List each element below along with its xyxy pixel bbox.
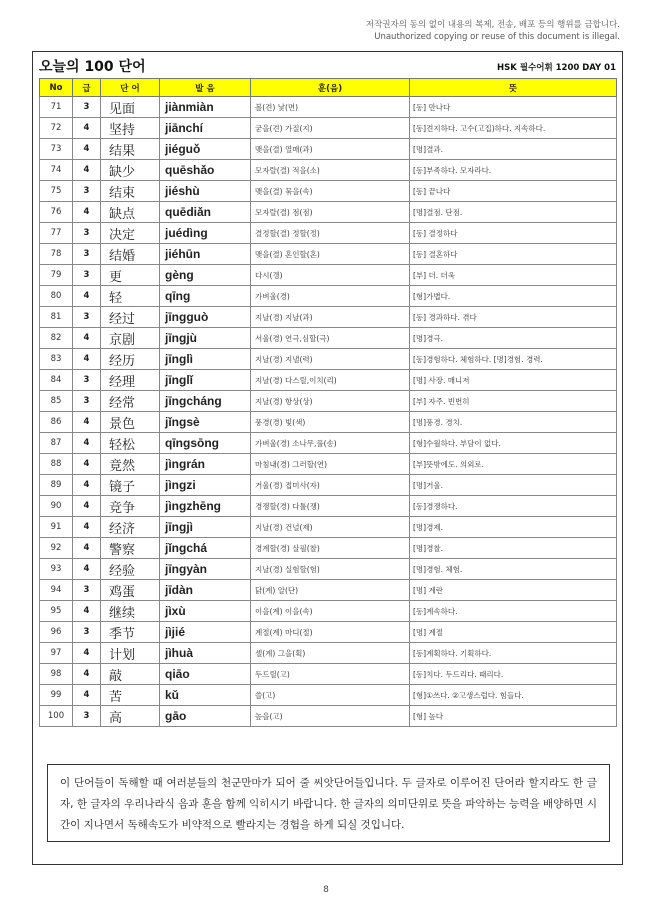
- table-row: [40, 643, 617, 664]
- hun-eum: 지날(경) 지낼(력): [251, 349, 410, 370]
- study-tip-text: 이 단어들이 독해할 때 여러분들의 천군만마가 되어 줄 씨앗단어들입니다. 두 글자로 이루어진 단어라 할지라도 한 글자, 한 글자의 우리나라식 음과 훈을 함께 익히시기 바랍니다. 한 글자의 의미단위로 뜻을 파악하는 능력을 배양하면 시간이 지나면서 독해속도가 비약적으로 빨라지는 경험을 하게 되실 것입니다.: [60, 777, 597, 831]
- word-grade: 4: [73, 433, 101, 454]
- meaning: [명]경극.: [410, 328, 617, 349]
- chinese-word: 景色: [101, 412, 160, 433]
- meaning: [동]경험하다. 체험하다. [명]경험. 경력.: [410, 349, 617, 370]
- page-subtitle: HSK 필수어휘 1200 DAY 01: [497, 63, 616, 73]
- word-number: 74: [40, 160, 73, 181]
- hun-eum: 다시(갱): [251, 265, 410, 286]
- meaning: [부] 더. 더욱: [410, 265, 617, 286]
- pinyin: quēshǎo: [160, 160, 251, 181]
- word-number: 85: [40, 391, 73, 412]
- chinese-word: 继续: [101, 601, 160, 622]
- pinyin: jiéguǒ: [160, 139, 251, 160]
- word-number: 76: [40, 202, 73, 223]
- meaning: [명] 계절: [410, 622, 617, 643]
- meaning: [명]결과.: [410, 139, 617, 160]
- hun-eum: 계절(계) 마디(절): [251, 622, 410, 643]
- chinese-word: 经验: [101, 559, 160, 580]
- word-grade: 3: [73, 265, 101, 286]
- table-row: [40, 664, 617, 685]
- pinyin: qīngsōng: [160, 433, 251, 454]
- meaning: [형]①쓰다. ②고생스럽다. 힘들다.: [410, 685, 617, 706]
- chinese-word: 竞争: [101, 496, 160, 517]
- column-header-pronunciation: 발 음: [160, 79, 251, 97]
- word-table: [39, 78, 617, 727]
- chinese-word: 轻松: [101, 433, 160, 454]
- table-row: [40, 244, 617, 265]
- chinese-word: 经过: [101, 307, 160, 328]
- word-number: 75: [40, 181, 73, 202]
- meaning: [부]뜻밖에도. 의외로.: [410, 454, 617, 475]
- hun-eum: 맺을(결) 묶을(속): [251, 181, 410, 202]
- word-number: 83: [40, 349, 73, 370]
- chinese-word: 竟然: [101, 454, 160, 475]
- word-grade: 4: [73, 412, 101, 433]
- meaning: [동] 결정하다: [410, 223, 617, 244]
- chinese-word: 苦: [101, 685, 160, 706]
- hun-eum: 경계할(경) 살필(찰): [251, 538, 410, 559]
- pinyin: jìngzi: [160, 475, 251, 496]
- column-header-hun-eum: 훈(음): [251, 79, 410, 97]
- table-row: [40, 580, 617, 601]
- hun-eum: 모자랄(결) 적을(소): [251, 160, 410, 181]
- pinyin: jǐngsè: [160, 412, 251, 433]
- chinese-word: 缺少: [101, 160, 160, 181]
- word-grade: 4: [73, 517, 101, 538]
- table-row: [40, 517, 617, 538]
- chinese-word: 计划: [101, 643, 160, 664]
- meaning: [동]견지하다. 고수(고집)하다. 지속하다.: [410, 118, 617, 139]
- table-row: [40, 559, 617, 580]
- table-row: [40, 118, 617, 139]
- copyright-notice: [290, 19, 620, 43]
- pinyin: jīnglǐ: [160, 370, 251, 391]
- word-table-body: [40, 97, 617, 727]
- word-number: 96: [40, 622, 73, 643]
- table-row: [40, 139, 617, 160]
- pinyin: jìxù: [160, 601, 251, 622]
- table-row: [40, 286, 617, 307]
- meaning: [명]풍경. 경치.: [410, 412, 617, 433]
- chinese-word: 结束: [101, 181, 160, 202]
- word-number: 77: [40, 223, 73, 244]
- word-grade: 4: [73, 349, 101, 370]
- meaning: [명]거울.: [410, 475, 617, 496]
- word-number: 100: [40, 706, 73, 727]
- hun-eum: 지날(경) 지날(과): [251, 307, 410, 328]
- chinese-word: 结婚: [101, 244, 160, 265]
- word-grade: 3: [73, 307, 101, 328]
- word-number: 82: [40, 328, 73, 349]
- word-number: 71: [40, 97, 73, 118]
- pinyin: jǐngchá: [160, 538, 251, 559]
- hun-eum: 맺을(결) 혼인할(혼): [251, 244, 410, 265]
- meaning: [동]경쟁하다.: [410, 496, 617, 517]
- chinese-word: 结果: [101, 139, 160, 160]
- pinyin: gāo: [160, 706, 251, 727]
- word-number: 88: [40, 454, 73, 475]
- word-number: 80: [40, 286, 73, 307]
- chinese-word: 坚持: [101, 118, 160, 139]
- table-row: [40, 454, 617, 475]
- table-row: [40, 433, 617, 454]
- word-grade: 3: [73, 97, 101, 118]
- column-header-meaning: 뜻: [410, 79, 617, 97]
- pinyin: jīngjì: [160, 517, 251, 538]
- word-grade: 4: [73, 538, 101, 559]
- word-number: 89: [40, 475, 73, 496]
- meaning: [명]경찰.: [410, 538, 617, 559]
- hun-eum: 서울(경) 연극,심할(극): [251, 328, 410, 349]
- pinyin: jiéshù: [160, 181, 251, 202]
- meaning: [형]가볍다.: [410, 286, 617, 307]
- hun-eum: 높을(고): [251, 706, 410, 727]
- table-row: [40, 475, 617, 496]
- word-grade: 3: [73, 580, 101, 601]
- meaning: [명]결점. 단점.: [410, 202, 617, 223]
- hun-eum: 볼(견) 낯(면): [251, 97, 410, 118]
- meaning: [동]부족하다. 모자라다.: [410, 160, 617, 181]
- table-row: [40, 601, 617, 622]
- pinyin: jīdàn: [160, 580, 251, 601]
- chinese-word: 敲: [101, 664, 160, 685]
- word-number: 72: [40, 118, 73, 139]
- word-grade: 3: [73, 181, 101, 202]
- word-number: 91: [40, 517, 73, 538]
- page-number: 8: [323, 885, 329, 895]
- chinese-word: 经济: [101, 517, 160, 538]
- pinyin: jīngcháng: [160, 391, 251, 412]
- word-number: 94: [40, 580, 73, 601]
- pinyin: quēdiǎn: [160, 202, 251, 223]
- word-number: 97: [40, 643, 73, 664]
- meaning: [동] 끝나다: [410, 181, 617, 202]
- meaning: [명] 사장. 매니저: [410, 370, 617, 391]
- pinyin: jiànmiàn: [160, 97, 251, 118]
- word-grade: 3: [73, 244, 101, 265]
- meaning: [부] 자주. 빈번히: [410, 391, 617, 412]
- word-number: 90: [40, 496, 73, 517]
- chinese-word: 见面: [101, 97, 160, 118]
- chinese-word: 更: [101, 265, 160, 286]
- chinese-word: 京剧: [101, 328, 160, 349]
- hun-eum: 맺을(결) 열매(과): [251, 139, 410, 160]
- hun-eum: 가벼울(경): [251, 286, 410, 307]
- word-number: 87: [40, 433, 73, 454]
- meaning: [동]치다. 두드리다. 때리다.: [410, 664, 617, 685]
- word-grade: 4: [73, 202, 101, 223]
- word-number: 92: [40, 538, 73, 559]
- table-row: [40, 622, 617, 643]
- hun-eum: 굳을(견) 가질(지): [251, 118, 410, 139]
- word-grade: 4: [73, 286, 101, 307]
- chinese-word: 警察: [101, 538, 160, 559]
- meaning: [명]경제.: [410, 517, 617, 538]
- table-row: [40, 349, 617, 370]
- hun-eum: 경쟁할(경) 다툴(쟁): [251, 496, 410, 517]
- pinyin: juédìng: [160, 223, 251, 244]
- chinese-word: 高: [101, 706, 160, 727]
- word-grade: 3: [73, 223, 101, 244]
- meaning: [형]수월하다. 부담이 없다.: [410, 433, 617, 454]
- pinyin: gèng: [160, 265, 251, 286]
- word-grade: 4: [73, 139, 101, 160]
- hun-eum: 지날(경) 건널(제): [251, 517, 410, 538]
- hun-eum: 가벼울(경) 소나무,풀(송): [251, 433, 410, 454]
- hun-eum: 이을(계) 이을(속): [251, 601, 410, 622]
- meaning: [동] 경과하다. 겪다: [410, 307, 617, 328]
- word-grade: 4: [73, 559, 101, 580]
- chinese-word: 经常: [101, 391, 160, 412]
- word-number: 93: [40, 559, 73, 580]
- meaning: [명]경험. 체험.: [410, 559, 617, 580]
- pinyin: jīngguò: [160, 307, 251, 328]
- word-number: 79: [40, 265, 73, 286]
- word-grade: 4: [73, 643, 101, 664]
- word-grade: 4: [73, 118, 101, 139]
- word-number: 86: [40, 412, 73, 433]
- word-grade: 3: [73, 391, 101, 412]
- pinyin: jìngrán: [160, 454, 251, 475]
- chinese-word: 季节: [101, 622, 160, 643]
- table-row: [40, 370, 617, 391]
- meaning: [동] 결혼하다: [410, 244, 617, 265]
- pinyin: jìjié: [160, 622, 251, 643]
- table-row: [40, 97, 617, 118]
- meaning: [동] 만나다: [410, 97, 617, 118]
- word-grade: 4: [73, 664, 101, 685]
- table-row: [40, 328, 617, 349]
- chinese-word: 缺点: [101, 202, 160, 223]
- table-row: [40, 391, 617, 412]
- word-grade: 4: [73, 454, 101, 475]
- hun-eum: 마침내(경) 그러할(연): [251, 454, 410, 475]
- table-row: [40, 538, 617, 559]
- meaning: [명] 계란: [410, 580, 617, 601]
- chinese-word: 经理: [101, 370, 160, 391]
- word-number: 81: [40, 307, 73, 328]
- word-sheet: [32, 51, 623, 865]
- pinyin: jīngjù: [160, 328, 251, 349]
- word-number: 73: [40, 139, 73, 160]
- table-row: [40, 496, 617, 517]
- hun-eum: 결정할(결) 정할(정): [251, 223, 410, 244]
- word-grade: 4: [73, 475, 101, 496]
- chinese-word: 轻: [101, 286, 160, 307]
- word-number: 78: [40, 244, 73, 265]
- word-number: 98: [40, 664, 73, 685]
- word-grade: 3: [73, 706, 101, 727]
- meaning: [동]계속하다.: [410, 601, 617, 622]
- hun-eum: 풍경(경) 빛(색): [251, 412, 410, 433]
- pinyin: jiéhūn: [160, 244, 251, 265]
- chinese-word: 经历: [101, 349, 160, 370]
- pinyin: kǔ: [160, 685, 251, 706]
- pinyin: jiānchí: [160, 118, 251, 139]
- chinese-word: 决定: [101, 223, 160, 244]
- word-grade: 3: [73, 370, 101, 391]
- table-row: [40, 265, 617, 286]
- word-grade: 4: [73, 160, 101, 181]
- word-number: 95: [40, 601, 73, 622]
- chinese-word: 镜子: [101, 475, 160, 496]
- table-row: [40, 706, 617, 727]
- hun-eum: 지날(경) 다스릴,이치(리): [251, 370, 410, 391]
- hun-eum: 지날(경) 실험할(험): [251, 559, 410, 580]
- column-header-grade: 급: [73, 79, 101, 97]
- pinyin: qīng: [160, 286, 251, 307]
- table-header-row: [40, 79, 617, 97]
- pinyin: qiāo: [160, 664, 251, 685]
- sheet-header: [33, 52, 622, 78]
- word-number: 84: [40, 370, 73, 391]
- word-grade: 3: [73, 622, 101, 643]
- column-header-word: 단 어: [101, 79, 160, 97]
- hun-eum: 거울(경) 접미사(자): [251, 475, 410, 496]
- hun-eum: 모자랄(결) 점(점): [251, 202, 410, 223]
- pinyin: jìhuà: [160, 643, 251, 664]
- table-row: [40, 223, 617, 244]
- table-row: [40, 202, 617, 223]
- table-row: [40, 181, 617, 202]
- hun-eum: 닭(계) 알(단): [251, 580, 410, 601]
- meaning: [형] 높다: [410, 706, 617, 727]
- word-grade: 4: [73, 685, 101, 706]
- study-tip-box: [47, 764, 610, 842]
- pinyin: jīnglì: [160, 349, 251, 370]
- meaning: [동]계획하다. 기획하다.: [410, 643, 617, 664]
- pinyin: jīngyàn: [160, 559, 251, 580]
- hun-eum: 지날(경) 항상(상): [251, 391, 410, 412]
- word-grade: 4: [73, 601, 101, 622]
- copyright-notice-korean: 저작권자의 동의 없이 내용의 복제, 전송, 배포 등의 행위를 금합니다.: [365, 20, 620, 30]
- hun-eum: 두드릴(고): [251, 664, 410, 685]
- word-number: 99: [40, 685, 73, 706]
- column-header-no: No: [40, 79, 73, 97]
- table-row: [40, 685, 617, 706]
- hun-eum: 셀(계) 그을(획): [251, 643, 410, 664]
- table-row: [40, 307, 617, 328]
- page-title: 오늘의 100 단어: [39, 59, 146, 75]
- table-row: [40, 160, 617, 181]
- pinyin: jìngzhēng: [160, 496, 251, 517]
- word-grade: 4: [73, 496, 101, 517]
- copyright-notice-english: Unauthorized copying or reuse of this document is illegal.: [374, 32, 620, 42]
- word-grade: 4: [73, 328, 101, 349]
- chinese-word: 鸡蛋: [101, 580, 160, 601]
- hun-eum: 쓸(고): [251, 685, 410, 706]
- table-row: [40, 412, 617, 433]
